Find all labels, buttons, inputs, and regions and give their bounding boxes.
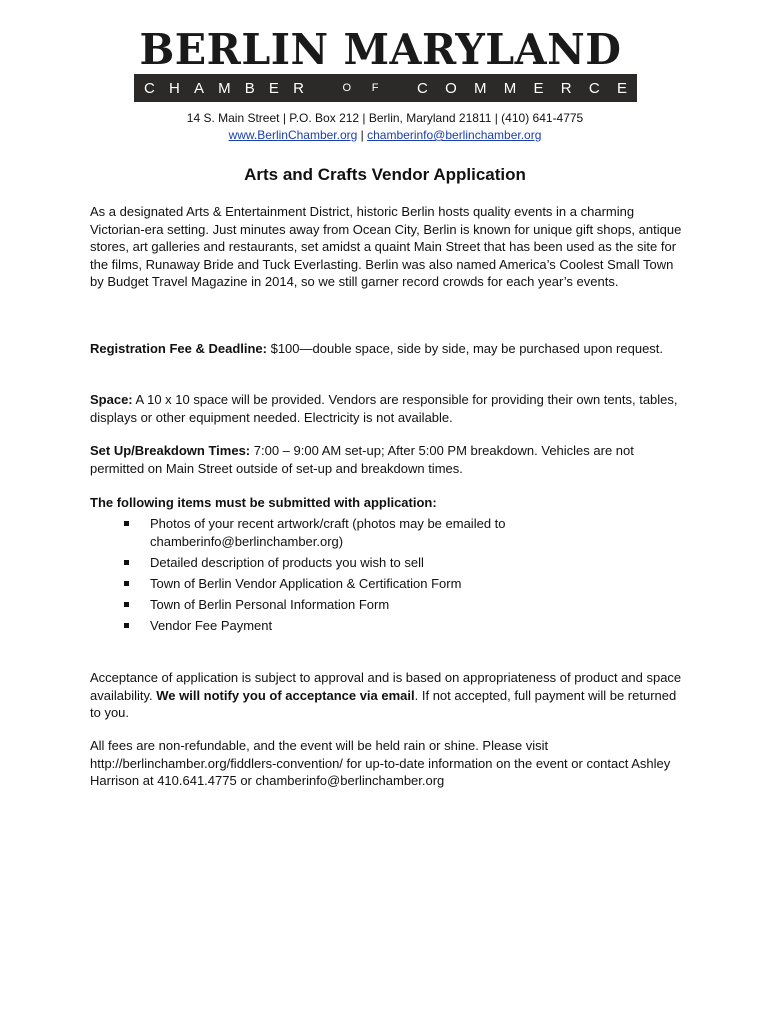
list-item <box>124 554 684 572</box>
space-text: A 10 x 10 space will be provided. Vendors are responsible for providing their own tents, tables, displays or other equipment needed. Electricity is not available. <box>90 392 678 425</box>
list-item <box>124 515 684 550</box>
logo-band-of: O F <box>342 82 379 94</box>
acceptance-text: Acceptance of application is subject to approval and is based on appropriateness of product and space availability. <box>90 670 682 703</box>
setup-times-label: Set Up/Breakdown Times: <box>90 443 251 458</box>
required-items-list <box>124 515 684 638</box>
required-items-heading: The following items must be submitted with application: <box>90 495 437 510</box>
list-item-text: Vendor Fee Payment <box>150 617 273 633</box>
registration-fee-label: Registration Fee & Deadline: <box>90 341 267 356</box>
list-item <box>124 617 684 635</box>
list-item-text: Detailed description of products you wish to sell <box>150 554 424 570</box>
contact-links <box>0 128 770 143</box>
link-separator: | <box>360 128 364 142</box>
logo-band-commerce: C O M M E R C E <box>417 79 627 97</box>
logo-title: BERLIN MARYLAND <box>139 25 622 74</box>
chamber-logo <box>134 25 637 102</box>
list-item-text: Photos of your recent artwork/craft (photos may be emailed to chamberinfo@berlinchamber.org) <box>150 516 506 549</box>
space-paragraph <box>90 391 685 426</box>
setup-times-text: 7:00 – 9:00 AM set-up; After 5:00 PM breakdown. Vehicles are not permitted on Main Street outside of set-up and breakdown times. <box>90 443 634 476</box>
website-link[interactable]: www.BerlinChamber.org <box>228 128 358 142</box>
list-item-text: Town of Berlin Personal Information Form <box>150 596 390 612</box>
setup-times-paragraph <box>90 442 685 477</box>
fees-paragraph: All fees are non-refundable, and the event will be held rain or shine. Please visit http://berlinchamber.org/fiddlers-convention/ for up-to-date information on the event or contact Ashley Harrison at 410.641.4775 or chamberinfo@berlinchamber.org <box>90 738 671 788</box>
email-link[interactable]: chamberinfo@berlinchamber.org <box>367 128 542 142</box>
bullet-icon <box>124 560 129 565</box>
intro-paragraph: As a designated Arts & Entertainment District, historic Berlin hosts quality events in a charming Victorian-era setting. Just minutes away from Ocean City, Berlin is known for unique gift shops, antique stores, art galleries and restaurants, set amidst a quaint Main Street that has been used as the site for the films, Runaway Bride and Tuck Everlasting. Berlin was also named America’s Coolest Small Town by Budget Travel Magazine in 2014, so we still garner record crowds for each year’s events. <box>90 204 682 289</box>
list-item <box>124 575 684 593</box>
address-line: 14 S. Main Street | P.O. Box 212 | Berlin, Maryland 21811 | (410) 641-4775 <box>186 111 584 125</box>
acceptance-notice: We will notify you of acceptance via email <box>156 687 415 703</box>
bullet-icon <box>124 623 129 628</box>
logo-band <box>134 74 637 102</box>
logo-band-chamber: C H A M B E R <box>144 79 304 97</box>
bullet-icon <box>124 581 129 586</box>
acceptance-text-end: . If not accepted, full payment will be returned to you. <box>90 687 677 720</box>
acceptance-paragraph <box>90 669 685 722</box>
page-title: Arts and Crafts Vendor Application <box>244 165 526 184</box>
space-label: Space: <box>90 392 133 407</box>
registration-fee-text: $100—double space, side by side, may be purchased upon request. <box>266 341 664 356</box>
list-item-text: Town of Berlin Vendor Application & Certification Form <box>150 575 462 591</box>
bullet-icon <box>124 521 129 526</box>
bullet-icon <box>124 602 129 607</box>
list-item <box>124 596 684 614</box>
registration-fee-paragraph <box>90 340 685 358</box>
